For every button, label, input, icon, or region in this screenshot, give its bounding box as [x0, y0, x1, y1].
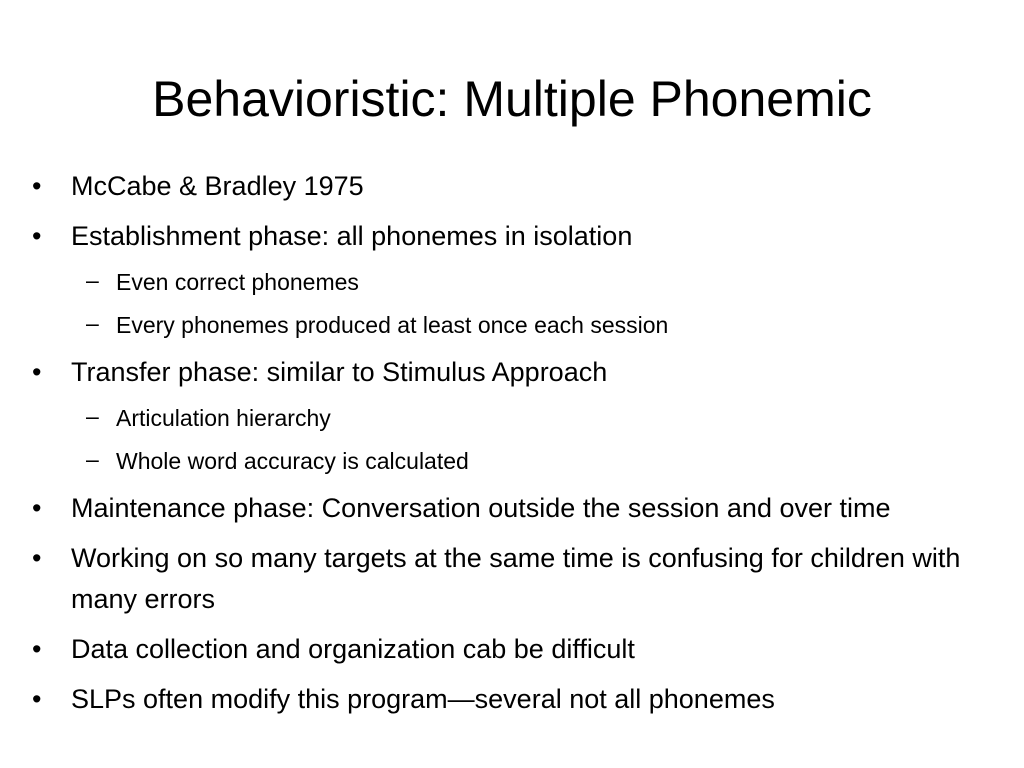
- bullet-icon: •: [32, 493, 42, 523]
- bullet-item: [32, 352, 992, 393]
- dash-icon: –: [86, 446, 99, 472]
- dash-icon: –: [86, 267, 99, 293]
- bullet-icon: •: [32, 634, 42, 664]
- bullet-item: [32, 629, 992, 670]
- dash-icon: –: [86, 310, 99, 336]
- sub-bullet-text: Every phonemes produced at least once each session: [116, 312, 669, 338]
- bullet-text: Working on so many targets at the same time is confusing for children with many errors: [71, 543, 961, 614]
- bullet-icon: •: [32, 684, 42, 714]
- sub-bullet-item: [32, 308, 992, 342]
- sub-bullet-text: Whole word accuracy is calculated: [116, 448, 469, 474]
- bullet-text: SLPs often modify this program—several not all phonemes: [71, 684, 775, 714]
- bullet-text: Maintenance phase: Conversation outside the session and over time: [71, 493, 891, 523]
- bullet-text: Transfer phase: similar to Stimulus Approach: [71, 357, 608, 387]
- bullet-item: [32, 488, 992, 529]
- bullet-item: [32, 679, 992, 720]
- bullet-icon: •: [32, 221, 42, 251]
- sub-bullet-item: [32, 265, 992, 299]
- bullet-icon: •: [32, 543, 42, 573]
- bullet-icon: •: [32, 357, 42, 387]
- dash-icon: –: [86, 403, 99, 429]
- bullet-icon: •: [32, 171, 42, 201]
- bullet-text: McCabe & Bradley 1975: [71, 171, 364, 201]
- bullet-item: [32, 216, 992, 257]
- sub-bullet-text: Articulation hierarchy: [116, 405, 331, 431]
- bullet-text: Data collection and organization cab be difficult: [71, 634, 635, 664]
- bullet-text: Establishment phase: all phonemes in isolation: [71, 221, 633, 251]
- bullet-item: [32, 538, 992, 620]
- slide-title: Behavioristic: Multiple Phonemic: [152, 71, 872, 127]
- bullet-list: [32, 166, 992, 729]
- sub-bullet-item: [32, 444, 992, 478]
- bullet-item: [32, 166, 992, 207]
- sub-bullet-item: [32, 401, 992, 435]
- sub-bullet-text: Even correct phonemes: [116, 269, 359, 295]
